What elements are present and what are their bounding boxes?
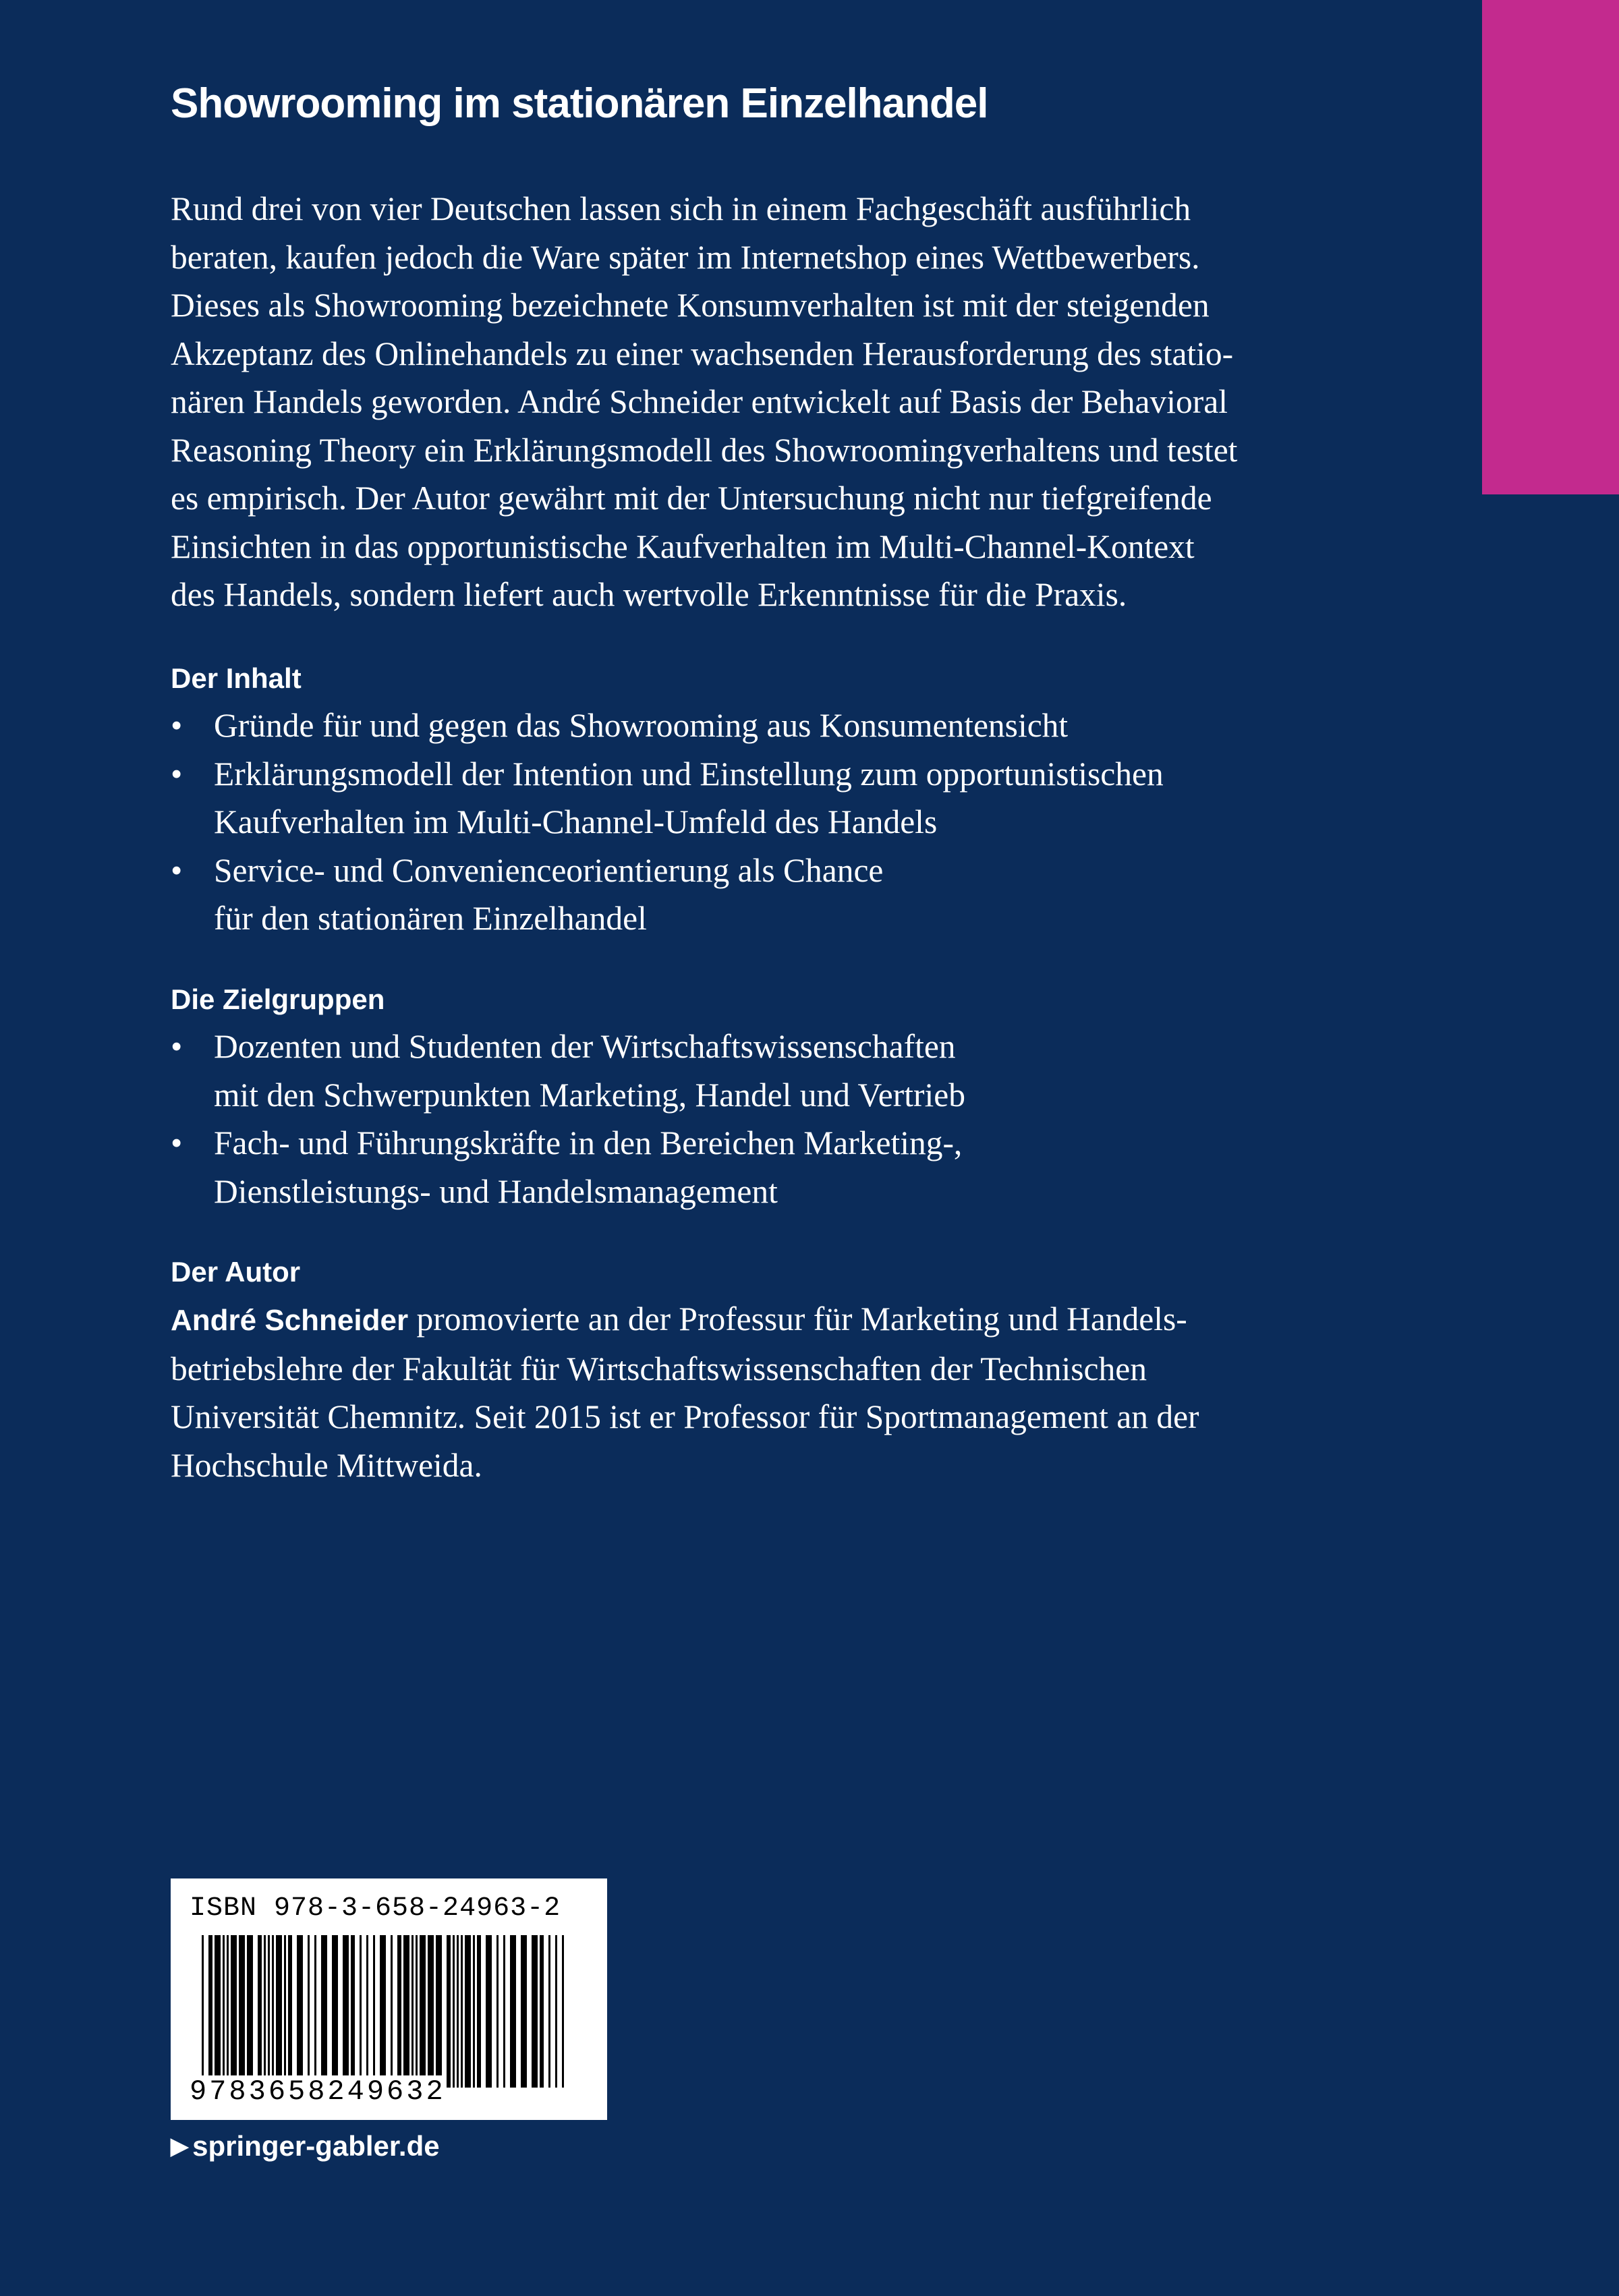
author-bio-line: André Schneider promovierte an der Professur für Marketing und Handels- bbox=[171, 1300, 1187, 1338]
magenta-accent-tab bbox=[1482, 0, 1619, 494]
heading-zielgruppen: Die Zielgruppen bbox=[171, 983, 385, 1015]
barcode-bar bbox=[284, 1935, 286, 2088]
list-inhalt bbox=[171, 701, 1378, 943]
barcode-bar bbox=[202, 1935, 204, 2088]
author-bio bbox=[171, 1295, 1378, 1489]
bullet-icon: • bbox=[171, 755, 183, 793]
barcode-bar bbox=[366, 1935, 368, 2088]
blurb-line: Rund drei von vier Deutschen lassen sich in einem Fachgeschäft ausführlich bbox=[171, 190, 1191, 227]
barcode-bar bbox=[562, 1935, 564, 2088]
blurb-line: Dieses als Showrooming bezeichnete Konsumverhalten ist mit der steigenden bbox=[171, 287, 1210, 324]
barcode-bar bbox=[428, 1935, 434, 2088]
barcode-bar bbox=[461, 1935, 463, 2088]
barcode-bar bbox=[397, 1935, 401, 2088]
barcode-bar bbox=[258, 1935, 262, 2088]
barcode-bar bbox=[477, 1935, 481, 2088]
barcode-bar bbox=[532, 1935, 538, 2088]
barcode-bar bbox=[403, 1935, 409, 2088]
blurb-line: beraten, kaufen jedoch die Ware später im Internetshop eines Wettbewerbers. bbox=[171, 238, 1200, 276]
barcode-bar bbox=[453, 1935, 455, 2088]
barcode-bar bbox=[416, 1935, 418, 2088]
author-bio-line: Hochschule Mittweida. bbox=[171, 1446, 482, 1484]
barcode-bar bbox=[391, 1935, 393, 2088]
barcode-bar bbox=[373, 1935, 375, 2088]
blurb-line: des Handels, sondern liefert auch wertvolle Erkenntnisse für die Praxis. bbox=[171, 576, 1127, 613]
list-item: • Fach- und Führungskräfte in den Bereichen Marketing-, Dienstleistungs- und Handelsmanagement bbox=[171, 1119, 1378, 1215]
blurb-line: es empirisch. Der Autor gewährt mit der Untersuchung nicht nur tiefgreifende bbox=[171, 480, 1212, 517]
blurb bbox=[171, 185, 1378, 619]
barcode-bar bbox=[447, 1935, 451, 2088]
publisher-link[interactable] bbox=[171, 2130, 440, 2162]
author-name: André Schneider bbox=[171, 1304, 409, 1337]
barcode-bar bbox=[231, 1935, 237, 2088]
barcode-digits: 9783658249632 bbox=[190, 2075, 446, 2108]
isbn-barcode bbox=[171, 1878, 607, 2120]
barcode-bar bbox=[208, 1935, 212, 2088]
barcode-bar bbox=[215, 1935, 221, 2088]
barcode-bar bbox=[510, 1935, 516, 2088]
barcode-bar bbox=[247, 1935, 253, 2088]
barcode-bar bbox=[223, 1935, 225, 2088]
barcode-bar bbox=[503, 1935, 505, 2088]
barcode-bars bbox=[198, 1935, 575, 2088]
barcode-bar bbox=[321, 1935, 327, 2088]
play-arrow-icon: ▶ bbox=[171, 2133, 189, 2159]
barcode-bar bbox=[332, 1935, 338, 2088]
barcode-bar bbox=[496, 1935, 499, 2088]
barcode-bar bbox=[297, 1935, 303, 2088]
barcode-bar bbox=[436, 1935, 442, 2088]
barcode-bar bbox=[276, 1935, 282, 2088]
bullet-icon: • bbox=[171, 1124, 183, 1161]
blurb-line: Einsichten in das opportunistische Kaufverhalten im Multi-Channel-Kontext bbox=[171, 527, 1195, 565]
heading-inhalt: Der Inhalt bbox=[171, 662, 302, 694]
barcode-bar bbox=[268, 1935, 270, 2088]
blurb-line: Akzeptanz des Onlinehandels zu einer wachsenden Herausforderung des statio- bbox=[171, 335, 1234, 372]
barcode-bar bbox=[264, 1935, 266, 2088]
author-bio-line: Universität Chemnitz. Seit 2015 ist er Professor für Sportmanagement an der bbox=[171, 1398, 1199, 1435]
heading-autor: Der Autor bbox=[171, 1256, 301, 1288]
bullet-icon: • bbox=[171, 707, 183, 744]
list-item: • Gründe für und gegen das Showrooming aus Konsumentensicht bbox=[171, 701, 1378, 750]
barcode-bar bbox=[239, 1935, 245, 2088]
barcode-bar bbox=[486, 1935, 492, 2088]
list-item: • Service- und Convenienceorientierung als Chance für den stationären Einzelhandel bbox=[171, 846, 1378, 943]
barcode-bar bbox=[227, 1935, 229, 2088]
bullet-icon: • bbox=[171, 1028, 183, 1065]
barcode-bar bbox=[420, 1935, 426, 2088]
isbn-label: ISBN 978-3-658-24963-2 bbox=[190, 1893, 561, 1924]
barcode-bar bbox=[465, 1935, 471, 2088]
barcode-bar bbox=[314, 1935, 316, 2088]
barcode-bar bbox=[380, 1935, 386, 2088]
barcode-bar bbox=[473, 1935, 475, 2088]
barcode-bar bbox=[308, 1935, 310, 2088]
publisher-url: springer-gabler.de bbox=[192, 2130, 440, 2162]
barcode-bar bbox=[521, 1935, 527, 2088]
book-title: Showrooming im stationären Einzelhandel bbox=[171, 80, 988, 127]
barcode-bar bbox=[411, 1935, 414, 2088]
author-bio-line: betriebslehre der Fakultät für Wirtschaftswissenschaften der Technischen bbox=[171, 1350, 1147, 1387]
bullet-icon: • bbox=[171, 851, 183, 889]
blurb-line: Reasoning Theory ein Erklärungsmodell des Showroomingverhaltens und testet bbox=[171, 431, 1238, 469]
barcode-bar bbox=[360, 1935, 362, 2088]
blurb-line: nären Handels geworden. André Schneider entwickelt auf Basis der Behavioral bbox=[171, 383, 1228, 420]
barcode-bar bbox=[555, 1935, 557, 2088]
list-item: • Dozenten und Studenten der Wirtschaftswissenschaften mit den Schwerpunkten Marketing, Handel und Vertrieb bbox=[171, 1023, 1378, 1119]
list-item: • Erklärungsmodell der Intention und Einstellung zum opportunistischen Kaufverhalten im Multi-Channel-Umfeld des Handels bbox=[171, 750, 1378, 846]
barcode-bar bbox=[272, 1935, 274, 2088]
barcode-bar bbox=[540, 1935, 544, 2088]
list-zielgruppen bbox=[171, 1023, 1378, 1215]
barcode-bar bbox=[457, 1935, 459, 2088]
barcode-bar bbox=[548, 1935, 550, 2088]
barcode-bar bbox=[288, 1935, 292, 2088]
barcode-bar bbox=[343, 1935, 349, 2088]
barcode-bar bbox=[351, 1935, 355, 2088]
